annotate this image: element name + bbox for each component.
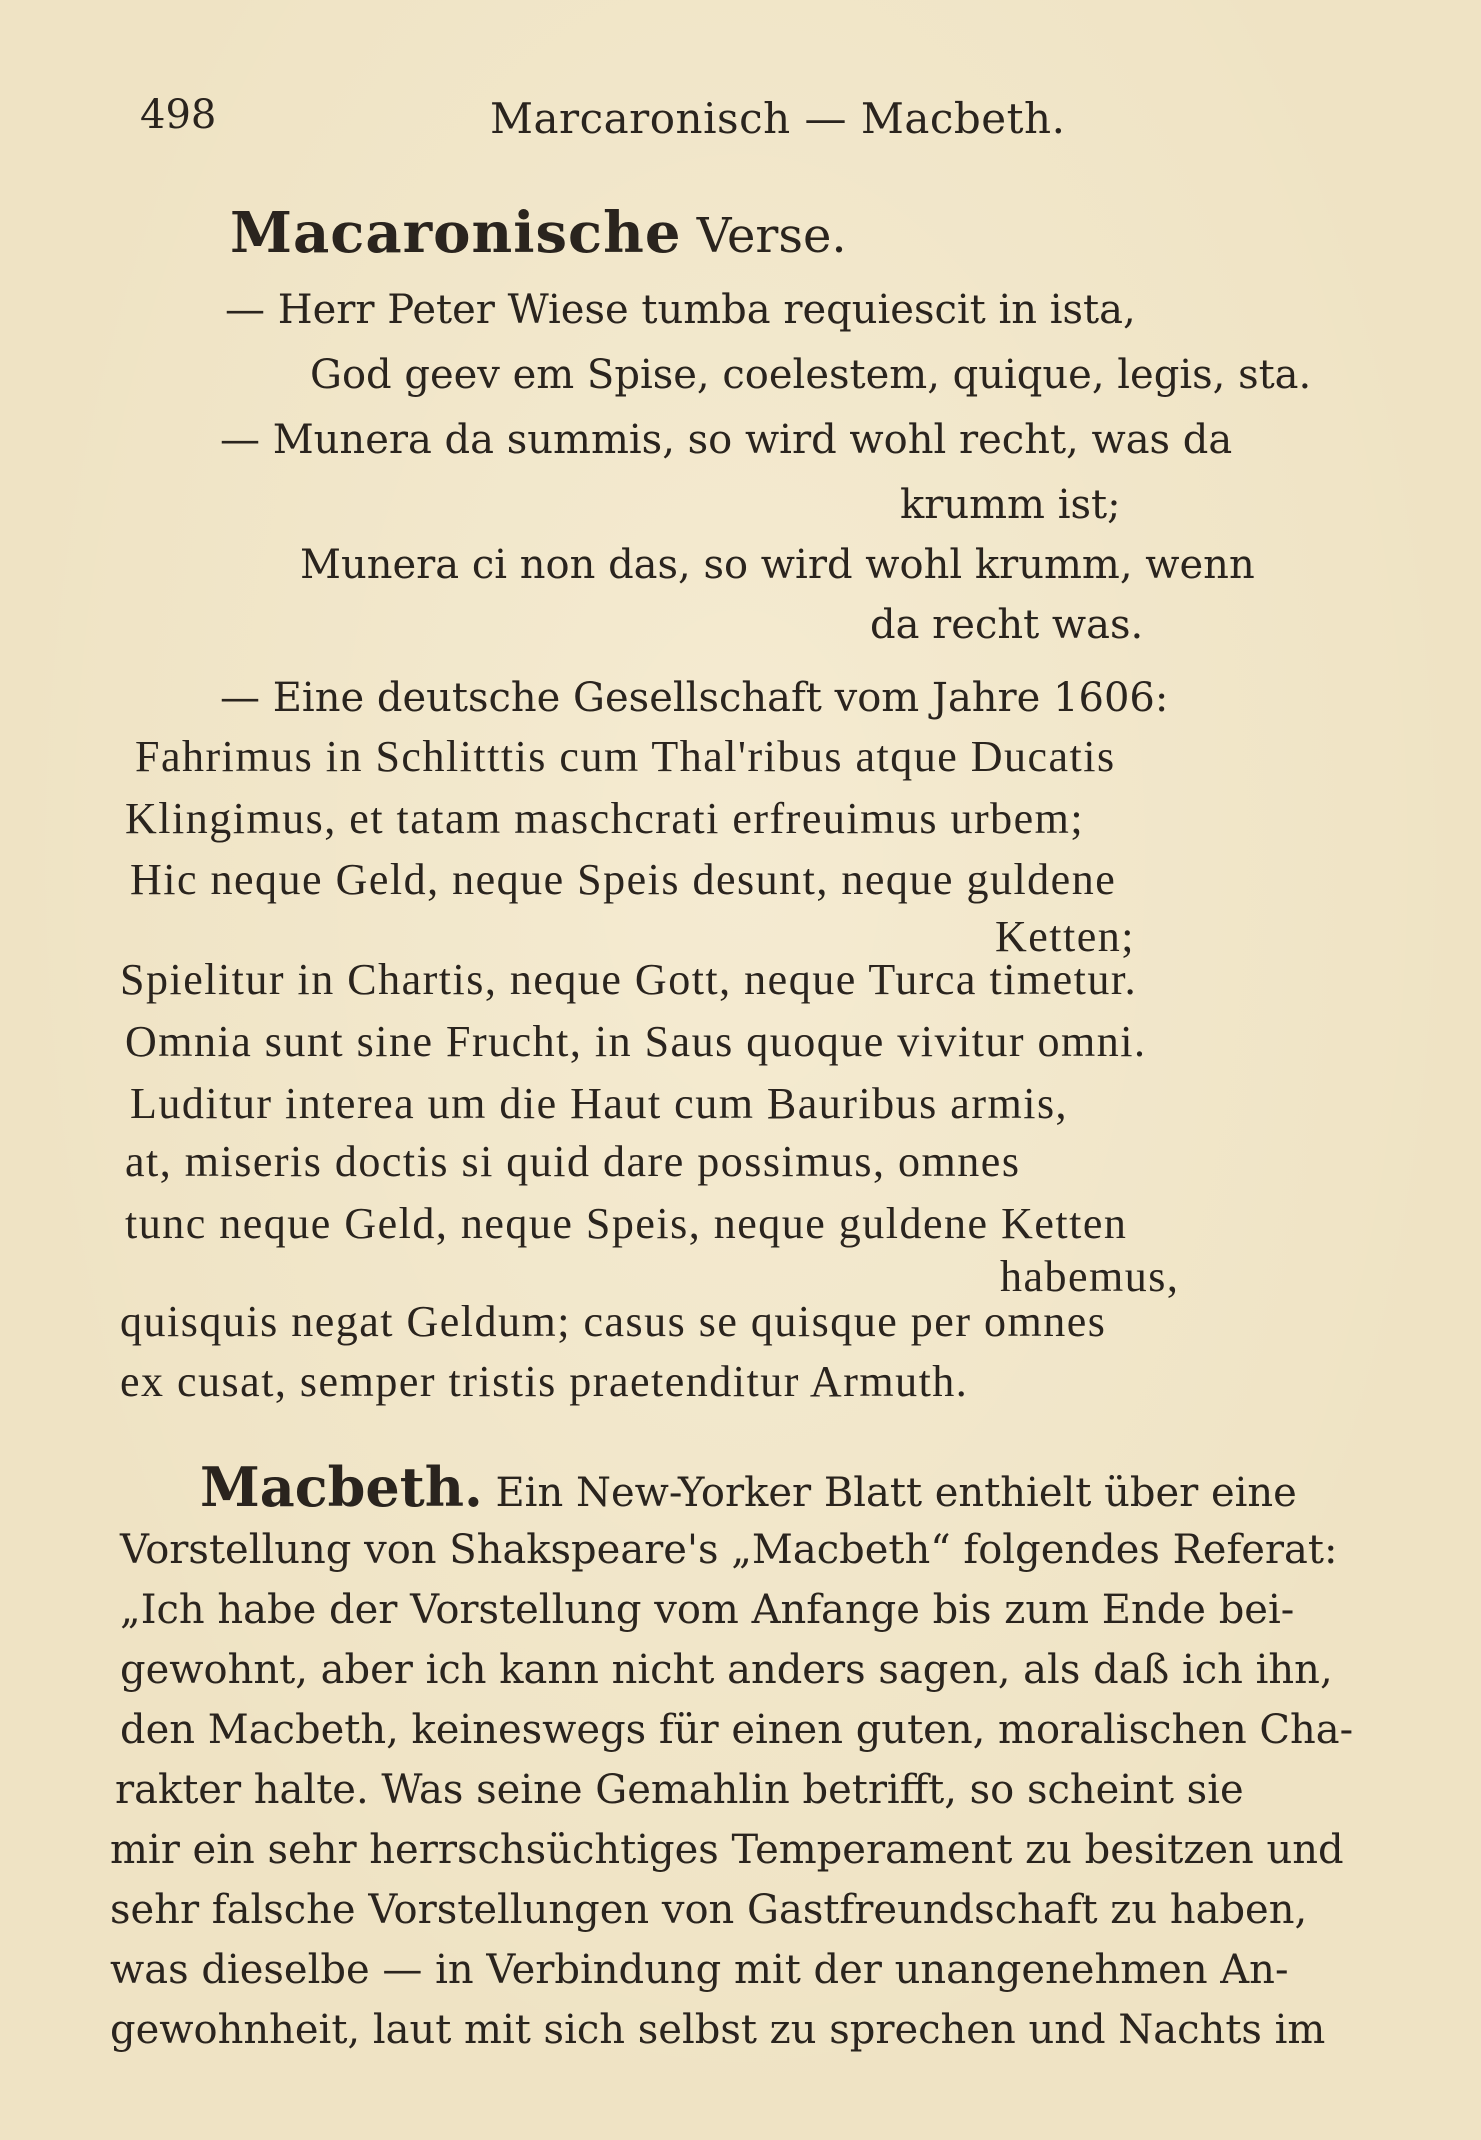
headword-macbeth: Macbeth. xyxy=(200,1455,483,1519)
text-line: — Eine deutsche Gesellschaft vom Jahre 1606: xyxy=(220,675,1169,721)
text-line: — Munera da summis, so wird wohl recht, was da xyxy=(220,417,1233,463)
text-line: God geev em Spise, coelestem, quique, legis, sta. xyxy=(310,352,1312,398)
text-line: at, miseris doctis si quid dare possimus, omnes xyxy=(125,1137,1021,1186)
text-line: sehr falsche Vorstellungen von Gastfreundschaft zu haben, xyxy=(110,1887,1308,1933)
macbeth-first-line xyxy=(200,1455,1297,1519)
text-line: „Ich habe der Vorstellung vom Anfange bis zum Ende bei- xyxy=(120,1587,1295,1633)
text-line: Omnia sunt sine Frucht, in Saus quoque vivitur omni. xyxy=(125,1017,1147,1066)
text-line: gewohnt, aber ich kann nicht anders sagen, als daß ich ihn, xyxy=(120,1647,1333,1693)
text-line: mir ein sehr herrschsüchtiges Temperament zu besitzen und xyxy=(110,1827,1344,1873)
text-line: was dieselbe — in Verbindung mit der unangenehmen An- xyxy=(110,1947,1289,1993)
page-header xyxy=(140,92,1400,152)
page-number: 498 xyxy=(140,92,217,138)
text-line: — Herr Peter Wiese tumba requiescit in ista, xyxy=(225,287,1136,333)
text-line: Luditur interea um die Haut cum Bauribus armis, xyxy=(130,1079,1069,1128)
text-line: Vorstellung von Shakspeare's „Macbeth“ folgendes Referat: xyxy=(120,1527,1338,1573)
text-line: habemus, xyxy=(1000,1252,1180,1301)
text-line: Klingimus, et tatam maschcrati erfreuimus urbem; xyxy=(125,794,1085,843)
text-line: Fahrimus in Schlitttis cum Thal'ribus atque Ducatis xyxy=(135,732,1116,781)
text-line: Munera ci non das, so wird wohl krumm, wenn xyxy=(300,542,1255,588)
text-line: rakter halte. Was seine Gemahlin betrifft, so scheint sie xyxy=(115,1767,1244,1813)
text-line: da recht was. xyxy=(870,602,1144,648)
text-line: Ketten; xyxy=(995,912,1136,961)
text-line: Spielitur in Chartis, neque Gott, neque Turca timetur. xyxy=(120,955,1138,1004)
text-line: krumm ist; xyxy=(900,482,1121,528)
text-line: tunc neque Geld, neque Speis, neque guldene Ketten xyxy=(125,1199,1128,1248)
section-title xyxy=(230,200,847,266)
text-line: gewohnheit, laut mit sich selbst zu sprechen und Nachts im xyxy=(110,2007,1326,2053)
text-line: den Macbeth, keineswegs für einen guten, moralischen Cha- xyxy=(120,1707,1354,1753)
text-line: quisquis negat Geldum; casus se quisque per omnes xyxy=(120,1297,1107,1346)
running-head: Marcaronisch — Macbeth. xyxy=(490,94,1066,143)
macbeth-first-line-rest: Ein New-Yorker Blatt enthielt über eine xyxy=(495,1470,1297,1516)
section-title-rest: Verse. xyxy=(696,208,847,264)
text-line: ex cusat, semper tristis praetenditur Armuth. xyxy=(120,1357,969,1406)
text-line: Hic neque Geld, neque Speis desunt, neque guldene xyxy=(130,855,1117,904)
headword-macaronische: Macaronische xyxy=(230,200,682,266)
